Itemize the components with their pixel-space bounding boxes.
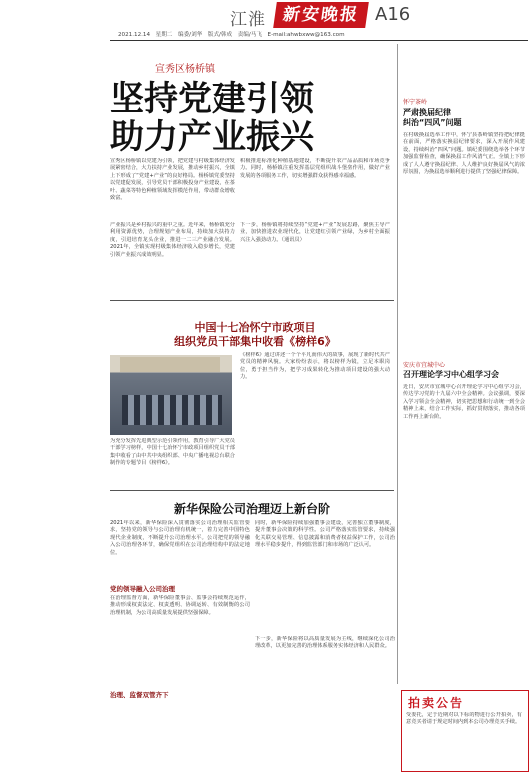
lead-kicker: 宣秀区杨桥镇 [155,64,215,75]
middle-body: 《榜样6》通过讲述一个个平凡而伟大的故事，展现了新时代共产党员的精神风貌。大家纷纷表示，将以榜样为镜，立足本职岗位，勇于担当作为，把学习成果转化为推动项目建设的强大动力。 [240,352,390,381]
right-mid-label: 安庆市宜城中心 [403,362,446,369]
right-mid-body: 近日，安庆市宜城中心召开理论学习中心组学习会，传达学习党的十九届六中全会精神。会议强调，要深入学习领会全会精神，切实把思想和行动统一到全会精神上来，结合工作实际，抓好贯彻落实，推动各项工作再上新台阶。 [403,384,525,420]
lead-body-left-2: 产业振兴是乡村振兴的重中之重。近年来，杨桥镇充分利用资源优势，合理规划产业布局，持续加大扶持力度，引进培育龙头企业，推进一二三产业融合发展。2021年，全镇实现村级集体经济收入稳步增长，党建引领产业振兴成效明显。 [110,222,235,258]
header-rule [110,40,528,41]
middle-photo-caption: 为充分发挥先进典型示范引领作用，教育引导广大党员干部学习榜样，中国十七冶怀宁市政项目组织党员干部集中收看了由中共中央组织部、中央广播电视总台联合制作的专题节目《榜样6》。 [110,438,235,467]
bottom-subhead-1: 党的领导融入公司治理 [110,585,175,593]
right-top-body: 在村级换届选举工作中，怀宁县茶岭镇坚持把纪律挺在前面，严格落实换届纪律要求，深入开展作风建设，持续纠治“四风”问题。镇纪委围绕选举各个环节加强监督检查，确保换届工作风清气正。全镇上下形成了人人遵守换届纪律、人人维护良好换届风气的浓厚氛围，为换届选举顺利进行提供了坚强纪律保障。 [403,132,525,176]
bottom-headline: 新华保险公司治理迈上新台阶 [173,502,330,516]
lead-headline-line1: 坚持党建引领 [110,79,314,119]
middle-headline [130,321,380,349]
right-top-headline-line1: 严肃换届纪律 [403,108,451,117]
page-number: A16 [375,4,411,25]
right-mid-headline: 召开理论学习中心组学习会 [403,370,499,379]
bottom-subhead-2: 治理、监督双管齐下 [110,691,169,699]
divider [110,300,394,301]
lead-headline [110,80,380,156]
auction-ad-body: 受委托，定于近期对以下标的物进行公开拍卖，有意竞买者请于规定时间内到本公司办理竞买手续。 [406,712,522,726]
header-info-line: 2021.12.14 星期二 编委/刘华 版式/韩成 责编/马飞 E-mail:ahwbxww@163.com [118,32,345,38]
bottom-body-left-2: 在治理监督方面，新华保险董事会、监事会持续规范运作，推动形成权责法定、权责透明、协调运转、有效制衡的公司治理机制，为公司高质量发展提供坚强保障。 [110,595,250,616]
lead-headline-line2: 助力产业振兴 [110,117,314,157]
middle-headline-line2: 组织党员干部集中收看《榜样6》 [174,335,336,348]
section-region: 江淮 [230,10,266,30]
lead-body-left: 宣秀区杨桥镇以党建为引领，把党建与村级集体经济发展紧密结合，大力扶持产业发展，推动乡村振兴，全镇上下形成了“党建+产业”的良好格局。杨桥镇党委坚持以党建促发展，引导党员干部积极投身产业建设，在茶叶、蔬菜等特色种植领域发挥模范作用，带动群众增收致富。 [110,158,235,202]
right-top-headline-line2: 纠治“四风”问题 [403,118,462,127]
right-top-headline [403,108,523,128]
bottom-body-left: 2021年以来，新华保险深入贯彻落实公司治理相关监管要求，坚持党的领导与公司治理有机统一，着力完善中国特色现代企业制度，不断提升公司治理水平。公司把党的领导融入公司治理各环节，确保党组织在公司治理结构中的法定地位。 [110,520,250,556]
lead-body-mid: 积极推进标准化种植基地建设，不断提升农产品品质和市场竞争力。同时，杨桥镇注重发挥基层党组织战斗堡垒作用，做好产业发展的各项服务工作，切实增强群众获得感幸福感。 [240,158,390,179]
meeting-photo [110,355,232,435]
right-top-label: 怀宁茶岭 [403,99,428,106]
lead-body-mid-2: 下一步，杨桥镇将持续坚持“党建+产业”发展思路，聚焦主导产业，加快推进农业现代化，让党建红引领产业绿，为乡村全面振兴注入强劲动力。（通讯员） [240,222,390,243]
column-divider [397,44,398,684]
auction-ad-title: 拍卖公告 [408,696,465,710]
bottom-body-right: 同时，新华保险持续加强董事会建设，完善独立董事制度，提升董事会决策的科学性。公司严格落实监管要求，持续强化关联交易管理、信息披露和消费者权益保护工作，公司治理水平稳步提升，得到监管部门和市场的广泛认可。 [255,520,395,549]
newspaper-logo: 新安晚报 [273,2,369,28]
divider [110,490,394,491]
bottom-body-right-2: 下一步，新华保险将以高质量发展为主线，继续深化公司治理改革，以更加完善的治理体系服务实体经济和人民群众。 [255,636,395,650]
middle-headline-line1: 中国十七冶怀宁市政项目 [194,321,316,334]
